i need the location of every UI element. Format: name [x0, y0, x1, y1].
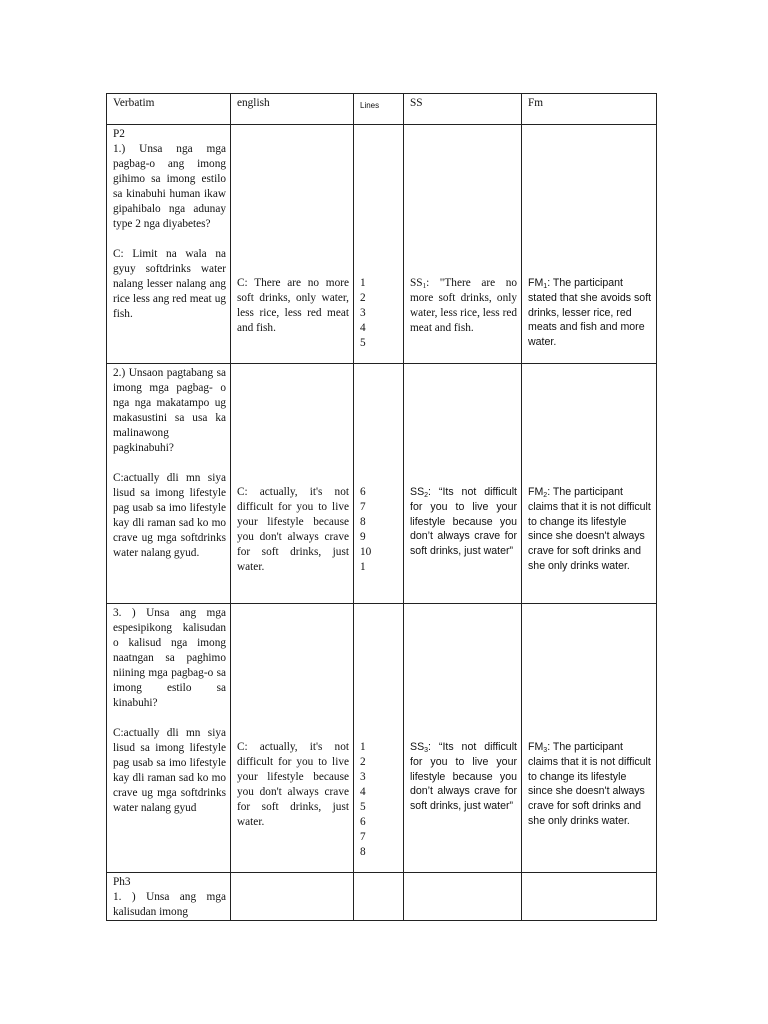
line-number: 7	[360, 501, 366, 513]
fm-subscript: 2	[543, 492, 548, 499]
line-number: 2	[360, 292, 366, 304]
header-english: english	[231, 94, 354, 125]
question-text: 1.) Unsa nga mga pagbag-o ang imong gihimo sa imong estilo sa kinabuhi human ikaw gipahibalo nga adunay type 2 nga diyabetes?	[113, 143, 226, 230]
verbatim-response: C: Limit na wala na gyuy softdrinks water nalang lesser nalang ang rice less ang red meat ug fish.	[113, 248, 226, 320]
line-number: 10	[360, 546, 372, 558]
line-number: 5	[360, 337, 366, 349]
spacer	[113, 456, 226, 471]
ss-text: : “Its not difficult for you to live your lifestyle because you don’t always crave for soft drinks, just water”	[410, 741, 517, 813]
line-number: 7	[360, 831, 366, 843]
fm-subscript: 1	[543, 283, 548, 290]
ss-cell	[404, 125, 522, 364]
verbatim-cell	[107, 604, 231, 873]
ss-text: : “Its not difficult for you to live your lifestyle because you don’t always crave for soft drinks, just water”	[410, 486, 517, 558]
header-fm: Fm	[522, 94, 657, 125]
ss-cell	[404, 364, 522, 604]
table-row	[107, 125, 657, 364]
line-number: 4	[360, 786, 366, 798]
fm-label: FM	[528, 277, 544, 289]
line-number: 1	[360, 277, 366, 289]
line-number: 5	[360, 801, 366, 813]
participant-id: Ph3	[113, 876, 131, 888]
spacer	[113, 711, 226, 726]
ss-subscript: 3	[424, 747, 429, 754]
fm-subscript: 3	[543, 747, 548, 754]
table-row	[107, 873, 657, 921]
verbatim-response: C:actually dli mn siya lisud sa imong lifestyle pag usab sa imo lifestyle kay dli raman sad ko mo crave ug mga softdrinks water nalang gyud	[113, 727, 226, 814]
spacer	[113, 232, 226, 247]
line-number: 6	[360, 486, 366, 498]
english-cell: C: There are no more soft drinks, only water, less rice, less red meat and fish.	[231, 125, 354, 364]
english-cell	[231, 873, 354, 921]
lines-cell	[354, 604, 404, 873]
line-number: 3	[360, 307, 366, 319]
question-text: 1. ) Unsa ang mga kalisudan imong	[113, 891, 226, 918]
verbatim-cell	[107, 873, 231, 921]
question-text: 3. ) Unsa ang mga espesipikong kalisudan o kalisud nga imong naatngan sa paghimo niining mga pagbag-o sa imong estilo sa kinabuhi?	[113, 607, 226, 709]
line-number: 6	[360, 816, 366, 828]
line-number: 2	[360, 756, 366, 768]
lines-cell	[354, 364, 404, 604]
lines-cell	[354, 873, 404, 921]
question-text: 2.) Unsaon pagtabang sa imong mga pagbag- o nga nga makatampo ug makasustini sa usa ka malinawong pagkinabuhi?	[113, 367, 226, 454]
line-number: 3	[360, 771, 366, 783]
fm-text: : The participant stated that she avoids soft drinks, lesser rice, red meats and fish and more water.	[528, 277, 652, 349]
fm-cell	[522, 364, 657, 604]
ss-cell	[404, 873, 522, 921]
ss-label: SS	[410, 277, 423, 289]
line-number: 4	[360, 322, 366, 334]
verbatim-response: C:actually dli mn siya lisud sa imong lifestyle pag usab sa imo lifestyle kay dli raman sad ko mo crave ug mga softdrinks water nalang gyud.	[113, 472, 226, 559]
fm-cell	[522, 125, 657, 364]
lines-cell	[354, 125, 404, 364]
fm-label: FM	[528, 486, 544, 498]
verbatim-cell	[107, 125, 231, 364]
fm-text: : The participant claims that it is not difficult to change its lifestyle since she doesn't always crave for soft drinks and she only drinks water.	[528, 486, 651, 572]
header-lines: Lines	[354, 94, 404, 125]
header-ss: SS	[404, 94, 522, 125]
fm-cell	[522, 873, 657, 921]
fm-label: FM	[528, 741, 544, 753]
english-cell: C: actually, it's not difficult for you to live your lifestyle because you don't always crave for soft drinks, just water.	[231, 604, 354, 873]
ss-label: SS	[410, 486, 425, 498]
fm-text: : The participant claims that it is not difficult to change its lifestyle since she doesn't always crave for soft drinks and she only drinks water.	[528, 741, 651, 827]
participant-id: P2	[113, 128, 125, 140]
header-row	[107, 94, 657, 125]
ss-subscript: 2	[424, 492, 429, 499]
english-cell: C: actually, it's not difficult for you to live your lifestyle because you don't always crave for soft drinks, just water.	[231, 364, 354, 604]
line-number: 8	[360, 516, 366, 528]
transcript-analysis-table	[106, 93, 657, 921]
ss-subscript: 1	[422, 282, 427, 290]
table-row	[107, 604, 657, 873]
line-number: 9	[360, 531, 366, 543]
verbatim-cell	[107, 364, 231, 604]
header-verbatim: Verbatim	[107, 94, 231, 125]
ss-cell	[404, 604, 522, 873]
line-number: 1	[360, 741, 366, 753]
ss-text: : "There are no more soft drinks, only water, less rice, less red meat and fish.	[410, 277, 517, 334]
fm-cell	[522, 604, 657, 873]
line-number: 8	[360, 846, 366, 858]
table-row	[107, 364, 657, 604]
ss-label: SS	[410, 741, 425, 753]
line-number: 1	[360, 561, 366, 573]
